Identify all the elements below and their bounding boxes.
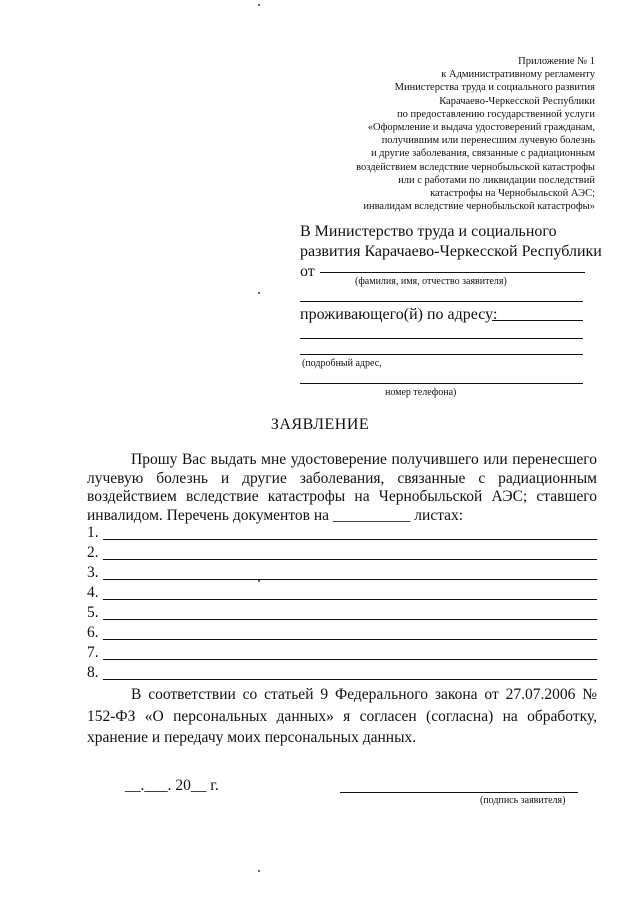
fio-caption: (фамилия, имя, отчество заявителя): [355, 276, 507, 287]
document-title: ЗАЯВЛЕНИЕ: [270, 416, 370, 433]
pages-count-blank[interactable]: __________: [332, 506, 411, 524]
document-list-item[interactable]: [87, 624, 597, 644]
list-number: 1.: [87, 524, 99, 541]
appendix-header: [275, 55, 595, 213]
request-suffix: листах:: [414, 506, 464, 524]
appendix-line: или с работами по ликвидации последствий: [398, 174, 595, 186]
phone-caption: номер телефона): [385, 387, 457, 398]
document-list-item[interactable]: [87, 544, 597, 564]
appendix-line: инвалидам вследствие чернобыльской катастрофы»: [363, 201, 595, 213]
document-list-item[interactable]: [87, 584, 597, 604]
document-list-item[interactable]: [87, 604, 597, 624]
appendix-line: к Административному регламенту: [441, 69, 595, 81]
scan-speck: [258, 4, 260, 6]
list-number: 5.: [87, 604, 99, 621]
addressee-line-2: развития Карачаево-Черкесской Республики: [300, 243, 602, 260]
address-line-1[interactable]: [492, 320, 583, 321]
appendix-line: Министерства труда и социального развития: [394, 82, 595, 94]
document-list-item[interactable]: [87, 524, 597, 544]
appendix-line: Карачаево-Черкесской Республики: [439, 95, 595, 107]
addressee-block: [300, 222, 602, 282]
fio-line-2[interactable]: [300, 301, 583, 302]
appendix-line: катастрофы на Чернобыльской АЭС;: [430, 188, 595, 200]
addressee-line-1: В Министерство труда и социального: [300, 223, 557, 240]
fio-line[interactable]: [320, 272, 585, 273]
scan-speck: [258, 292, 260, 294]
request-paragraph: [87, 451, 597, 525]
phone-line[interactable]: [300, 383, 583, 384]
address-line-3[interactable]: [300, 354, 583, 355]
scan-speck: [258, 580, 260, 582]
addressee-from-label: от: [300, 263, 315, 280]
appendix-line: получившим или перенесшим лучевую болезнь: [381, 135, 595, 147]
list-number: 6.: [87, 624, 99, 641]
list-number: 4.: [87, 584, 99, 601]
address-line-2[interactable]: [300, 338, 583, 339]
scan-speck: [258, 870, 260, 872]
list-number: 3.: [87, 564, 99, 581]
list-number: 2.: [87, 544, 99, 561]
document-list-item[interactable]: [87, 664, 597, 684]
document-list-item[interactable]: [87, 564, 597, 584]
address-caption: (подробный адрес,: [302, 358, 382, 369]
appendix-line: по предоставлению государственной услуги: [397, 108, 595, 120]
list-number: 7.: [87, 644, 99, 661]
appendix-line: воздействием вследствие чернобыльской катастрофы: [356, 161, 595, 173]
appendix-line: Приложение № 1: [518, 56, 595, 67]
signature-line[interactable]: [340, 792, 578, 793]
signature-caption: (подпись заявителя): [480, 795, 566, 806]
document-list-item[interactable]: [87, 644, 597, 664]
date-field[interactable]: __.___. 20__ г.: [125, 777, 219, 794]
appendix-line: «Оформление и выдача удостоверений гражданам,: [367, 122, 595, 134]
appendix-line: и другие заболевания, связанные с радиационным: [370, 148, 595, 160]
consent-paragraph: В соответствии со статьей 9 Федерального закона от 27.07.2006 № 152-ФЗ «О персональных данных» я согласен (согласна) на обработку, хранение и передачу моих персональных данных.: [87, 686, 597, 746]
request-text: Прошу Вас выдать мне удостоверение получившего или перенесшего лучевую болезнь и другие заболевания, связанные с радиационным воздействием вследствие катастрофы на Чернобыльской АЭС; ставшего инвалидом. Перечень документов на: [87, 451, 597, 524]
list-number: 8.: [87, 664, 99, 681]
residing-label: проживающего(й) по адресу:: [300, 306, 498, 323]
